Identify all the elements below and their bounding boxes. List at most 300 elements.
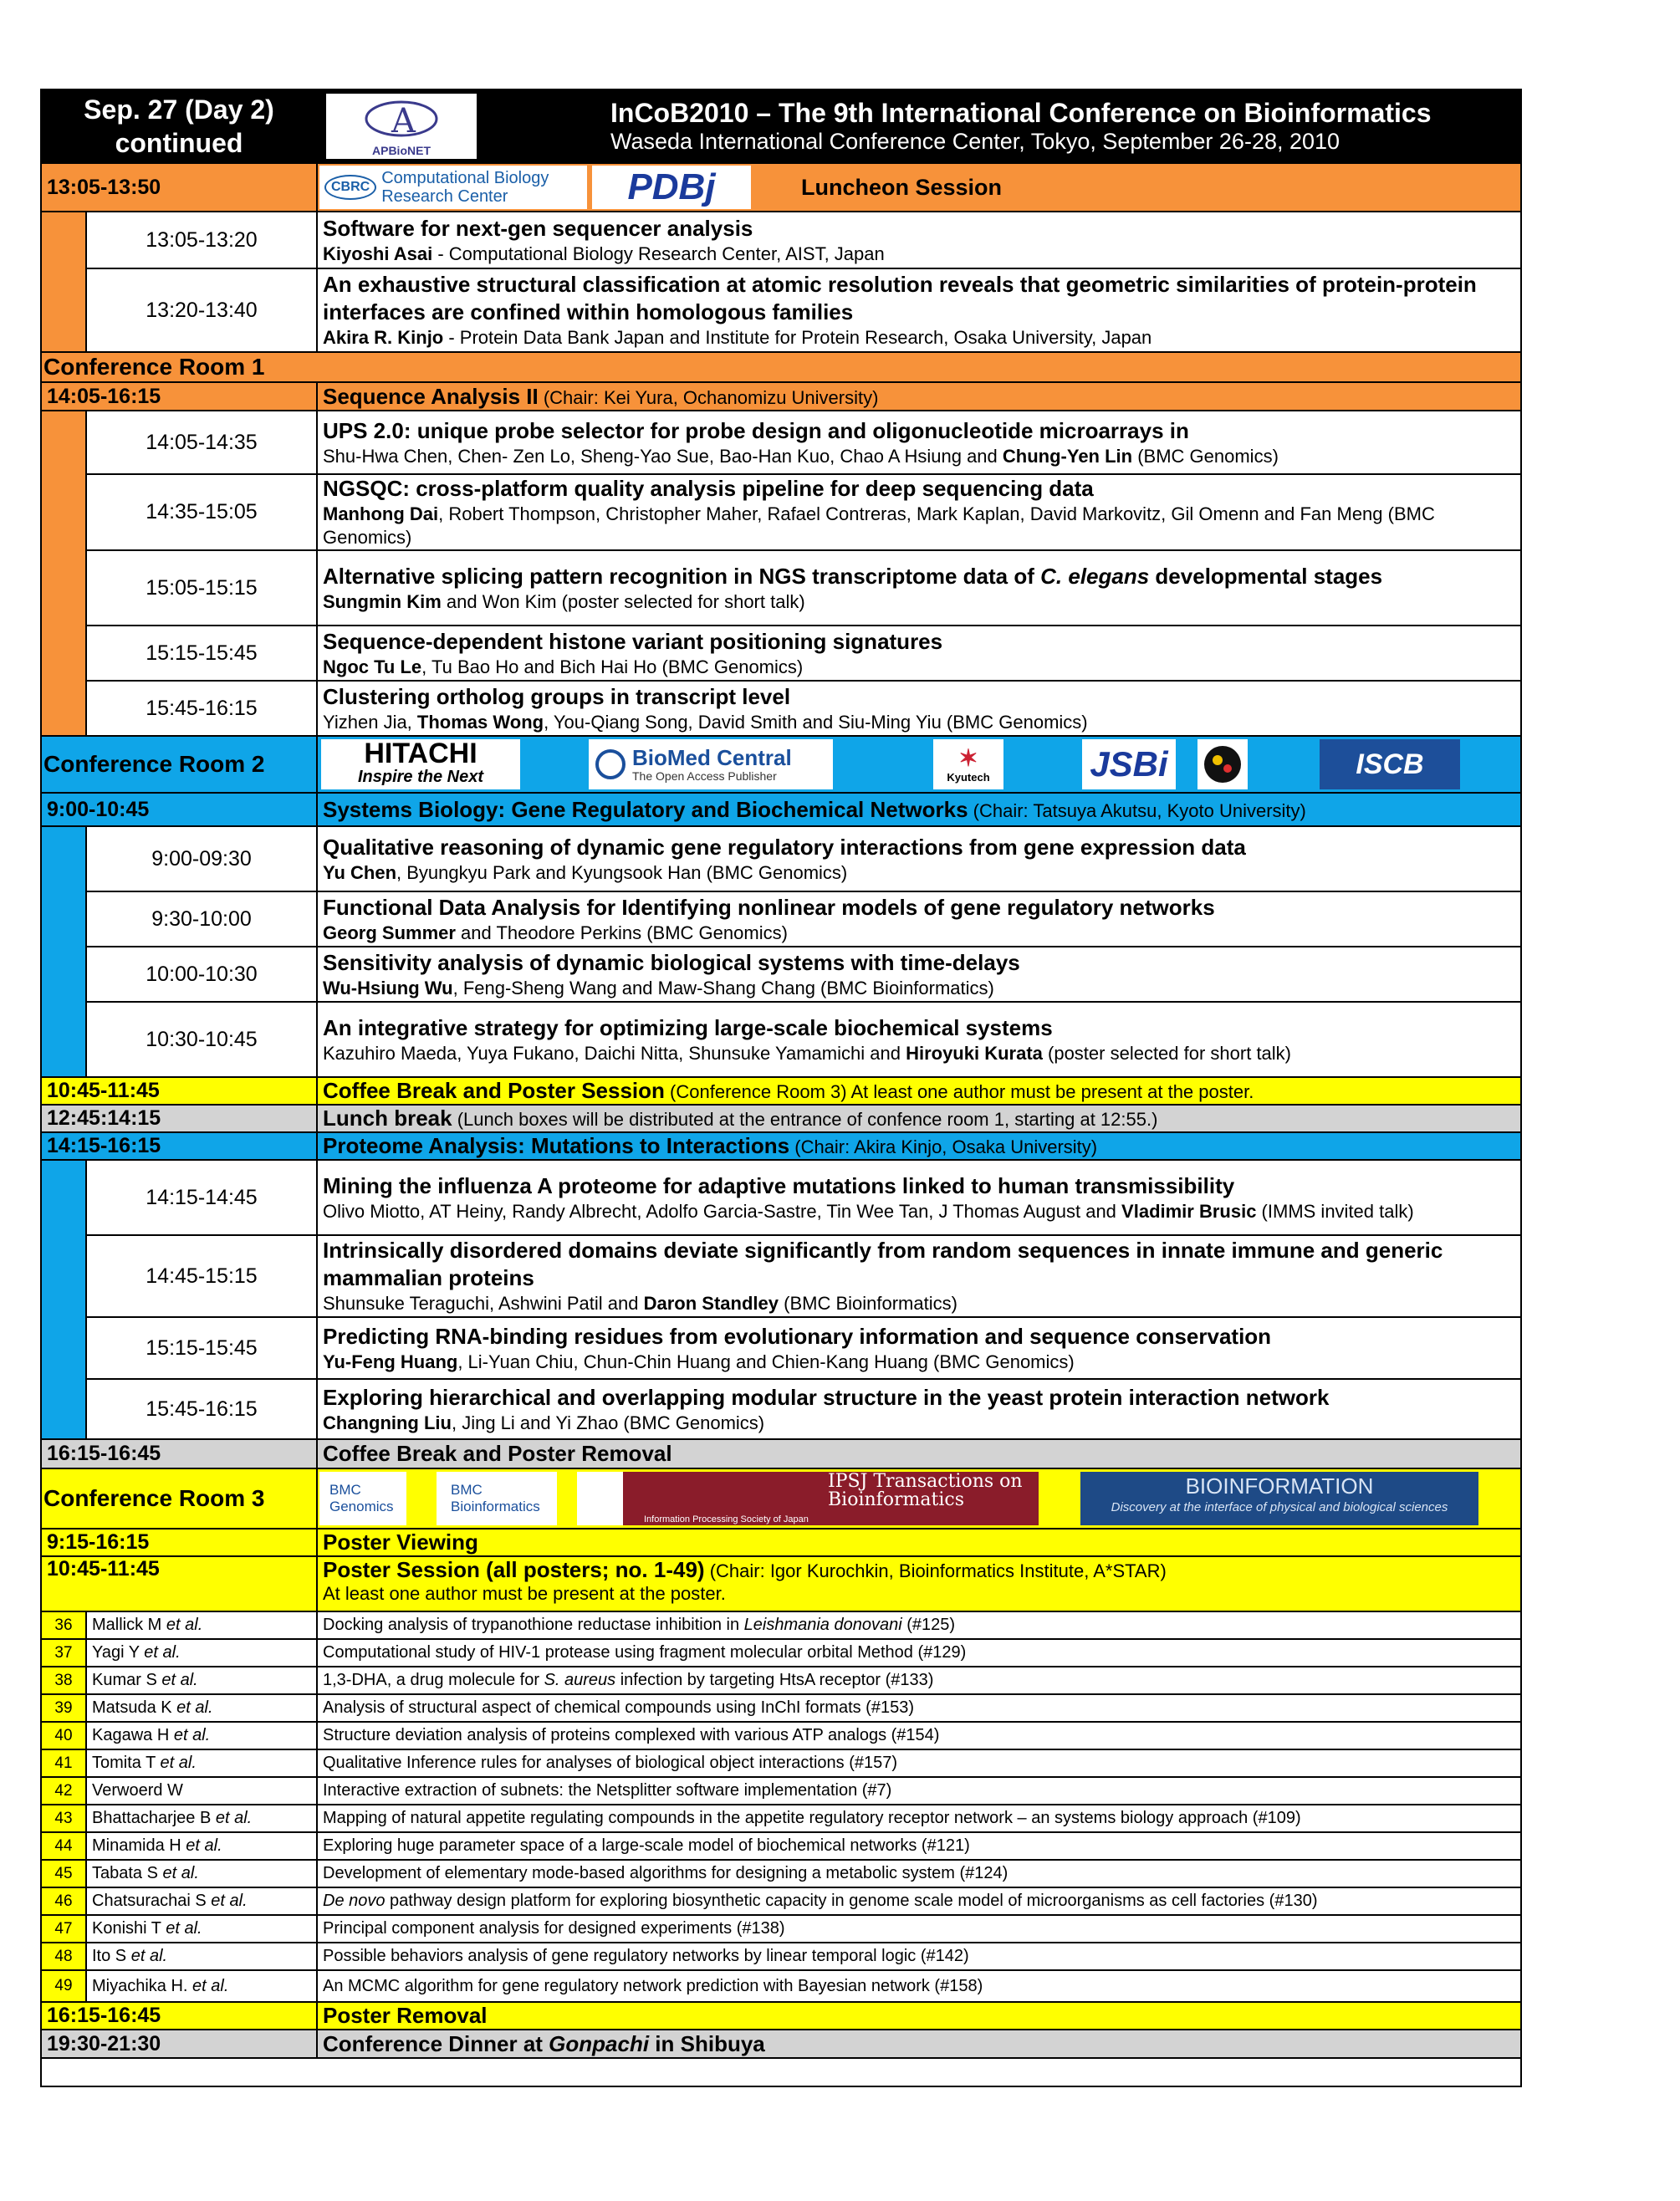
talk-coauthors: , Feng-Sheng Wang and Maw-Shang Chang (BMC Bioinformatics) bbox=[452, 977, 994, 998]
hitachi-logo-text: HITACHI bbox=[364, 738, 477, 769]
luncheon-label: Luncheon Session bbox=[801, 174, 1003, 200]
talk-detail bbox=[317, 411, 1521, 474]
talk-title: NGSQC: cross-platform quality analysis pipeline for deep sequencing data bbox=[323, 476, 1094, 501]
iscb-logo-text: ISCB bbox=[1356, 748, 1424, 780]
poster-title bbox=[317, 1777, 1521, 1805]
poster-author bbox=[86, 1805, 317, 1832]
talk-title: UPS 2.0: unique probe selector for probe design and oligonucleotide microarrays in bbox=[323, 417, 1189, 443]
talk-detail bbox=[317, 474, 1521, 550]
talk-title: Sequence-dependent histone variant positioning signatures bbox=[323, 628, 943, 654]
talk-time: 14:15-14:45 bbox=[86, 1160, 317, 1235]
talk-time: 9:00-09:30 bbox=[86, 826, 317, 891]
room2-label: Conference Room 2 bbox=[41, 736, 317, 793]
cbrc-logo-text: Computational Biology Research Center bbox=[381, 169, 549, 206]
talk-detail bbox=[317, 1379, 1521, 1439]
session-time: 16:15-16:45 bbox=[41, 2002, 317, 2030]
session-note: At least one author must be present at the poster. bbox=[323, 1583, 726, 1604]
talk-coauthors: Shunsuke Teraguchi, Ashwini Patil and bbox=[323, 1293, 644, 1314]
talk-coauthors: and Won Kim (poster selected for short talk) bbox=[441, 590, 805, 612]
room3-header-row bbox=[41, 1468, 1521, 1529]
talk-presenter: Akira R. Kinjo bbox=[323, 327, 444, 348]
session-title-cell bbox=[317, 793, 1521, 826]
talk-coauthors: Shu-Hwa Chen, Chen- Zen Lo, Sheng-Yao Sue, Bao-Han Kuo, Chao A Hsiung and bbox=[323, 445, 1003, 467]
session-time: 10:45-11:45 bbox=[41, 1556, 317, 1611]
talk-detail bbox=[317, 626, 1521, 681]
poster-etal: et al. bbox=[186, 1836, 222, 1855]
poster-number: 37 bbox=[41, 1639, 86, 1667]
poster-author-name: Tomita T bbox=[92, 1754, 161, 1772]
talk-authors bbox=[323, 922, 1515, 945]
dinner-venue: Gonpachi bbox=[549, 2030, 650, 2056]
poster-title-italic: Leishmania donovani bbox=[743, 1616, 902, 1634]
talk-time: 9:30-10:00 bbox=[86, 891, 317, 947]
session-time: 10:45-11:45 bbox=[41, 1077, 317, 1105]
talk-time: 15:15-15:45 bbox=[86, 626, 317, 681]
poster-number: 36 bbox=[41, 1611, 86, 1639]
blank-cell bbox=[41, 2058, 1521, 2086]
poster-author bbox=[86, 1915, 317, 1943]
session-title: Poster Removal bbox=[323, 2003, 488, 2028]
poster-author bbox=[86, 1722, 317, 1749]
session-time: 19:30-21:30 bbox=[41, 2030, 317, 2058]
poster-author bbox=[86, 1694, 317, 1722]
talk-time: 10:00-10:30 bbox=[86, 947, 317, 1002]
blank-row bbox=[41, 2058, 1521, 2086]
svg-text:A: A bbox=[391, 102, 416, 140]
session-time: 12:45:14:15 bbox=[41, 1105, 317, 1132]
talk-authors bbox=[323, 656, 1515, 679]
talk-presenter: Chung-Yen Lin bbox=[1002, 445, 1133, 467]
poster-number: 43 bbox=[41, 1805, 86, 1832]
session-chair: (Chair: Kei Yura, Ochanomizu University) bbox=[538, 386, 879, 408]
poster-viewing-row bbox=[41, 1529, 1521, 1556]
talk-row bbox=[41, 626, 1521, 681]
pdbj-logo-text: PDBj bbox=[627, 166, 716, 207]
poster-removal-row bbox=[41, 2002, 1521, 2030]
poster-author-name: Bhattacharjee B bbox=[92, 1809, 216, 1827]
talk-coauthors: (IMMS invited talk) bbox=[1256, 1200, 1414, 1222]
talk-presenter: Manhong Dai bbox=[323, 503, 439, 524]
poster-number: 42 bbox=[41, 1777, 86, 1805]
talk-coauthors: and Theodore Perkins (BMC Genomics) bbox=[455, 922, 788, 943]
poster-title-text: Computational study of HIV-1 protease using fragment molecular orbital Method (#129) bbox=[323, 1643, 967, 1662]
bmc-bioinformatics-logo bbox=[437, 1472, 557, 1525]
talk-presenter: Kiyoshi Asai bbox=[323, 243, 433, 264]
kyutech-logo-text: Kyutech bbox=[947, 770, 990, 784]
poster-number: 41 bbox=[41, 1749, 86, 1777]
talk-title bbox=[323, 563, 1515, 590]
poster-title bbox=[317, 1611, 1521, 1639]
poster-number: 38 bbox=[41, 1667, 86, 1694]
iscb-logo bbox=[1320, 739, 1460, 789]
session-chair: (Chair: Tatsuya Akutsu, Kyoto University) bbox=[968, 799, 1306, 821]
room2-session2-row bbox=[41, 1132, 1521, 1160]
poster-etal: et al. bbox=[144, 1643, 181, 1662]
talk-detail bbox=[317, 681, 1521, 736]
poster-title bbox=[317, 1805, 1521, 1832]
luncheon-talk-row bbox=[41, 268, 1521, 352]
poster-row bbox=[41, 1943, 1521, 1970]
poster-number: 48 bbox=[41, 1943, 86, 1970]
room1-label: Conference Room 1 bbox=[41, 352, 1521, 382]
talk-detail bbox=[317, 1235, 1521, 1317]
day-label bbox=[41, 89, 317, 163]
talk-title: Exploring hierarchical and overlapping modular structure in the yeast protein interaction network bbox=[323, 1384, 1330, 1410]
session-title-cell bbox=[317, 1077, 1521, 1105]
poster-row bbox=[41, 1611, 1521, 1639]
dinner-location: in Shibuya bbox=[649, 2030, 765, 2056]
poster-etal: et al. bbox=[166, 1616, 203, 1634]
biomed-tagline: The Open Access Publisher bbox=[632, 769, 777, 783]
session-chair: (Chair: Igor Kurochkin, Bioinformatics Institute, A*STAR) bbox=[704, 1560, 1167, 1581]
talk-presenter: Thomas Wong bbox=[416, 711, 544, 733]
poster-author-name: Matsuda K bbox=[92, 1698, 177, 1717]
talk-authors bbox=[323, 1351, 1515, 1374]
poster-title bbox=[317, 1915, 1521, 1943]
program-table bbox=[40, 89, 1522, 2087]
talk-presenter: Hiroyuki Kurata bbox=[906, 1042, 1043, 1064]
poster-author-name: Kumar S bbox=[92, 1671, 162, 1689]
poster-author bbox=[86, 1887, 317, 1915]
talk-row bbox=[41, 826, 1521, 891]
poster-title-text: Development of elementary mode-based algorithms for designing a metabolic system (#124) bbox=[323, 1864, 1009, 1882]
poster-title bbox=[317, 1887, 1521, 1915]
poster-row bbox=[41, 1694, 1521, 1722]
poster-title-text: Analysis of structural aspect of chemical compounds using InChI formats (#153) bbox=[323, 1698, 914, 1717]
talk-time: 15:45-16:15 bbox=[86, 681, 317, 736]
bioinformation-text: BIOINFORMATION bbox=[1185, 1473, 1374, 1499]
session-title-cell bbox=[317, 1132, 1521, 1160]
talk-row bbox=[41, 411, 1521, 474]
poster-author bbox=[86, 1611, 317, 1639]
session-title: Coffee Break and Poster Removal bbox=[323, 1441, 672, 1466]
talk-title: Software for next-gen sequencer analysis bbox=[323, 215, 753, 241]
talk-time: 15:05-15:15 bbox=[86, 550, 317, 626]
coffee-poster-row bbox=[41, 1077, 1521, 1105]
poster-number: 40 bbox=[41, 1722, 86, 1749]
bioinformation-logo bbox=[1080, 1472, 1478, 1525]
poster-title-text: An MCMC algorithm for gene regulatory network prediction with Bayesian network (#158) bbox=[323, 1976, 983, 1995]
poster-author bbox=[86, 1970, 317, 2002]
program-sheet bbox=[40, 89, 1520, 2087]
talk-title-species: C. elegans bbox=[1040, 563, 1150, 589]
poster-title-text: infection by targeting HtsA receptor (#133) bbox=[615, 1671, 934, 1689]
dinner-row bbox=[41, 2030, 1521, 2058]
talk-time: 13:20-13:40 bbox=[86, 268, 317, 352]
talk-authors bbox=[323, 861, 1515, 885]
poster-author-name: Chatsurachai S bbox=[92, 1892, 212, 1910]
poster-title bbox=[317, 1722, 1521, 1749]
kyutech-logo bbox=[933, 739, 1003, 789]
poster-row bbox=[41, 1749, 1521, 1777]
talk-title: An exhaustive structural classification at atomic resolution reveals that geometric similarities of protein-protein interfaces are confined within homologous families bbox=[323, 272, 1477, 324]
apbionet-logo-text: APBioNET bbox=[372, 144, 431, 157]
poster-author bbox=[86, 1749, 317, 1777]
ipsj-logo bbox=[577, 1472, 1039, 1525]
poster-row bbox=[41, 1805, 1521, 1832]
session-title-cell bbox=[317, 382, 1521, 411]
ipsj-society-text: Information Processing Society of Japan bbox=[644, 1514, 809, 1524]
talk-time: 14:05-14:35 bbox=[86, 411, 317, 474]
day-text: Sep. 27 (Day 2) bbox=[84, 94, 274, 125]
talk-coauthors: , Jing Li and Yi Zhao (BMC Genomics) bbox=[451, 1412, 765, 1433]
poster-title bbox=[317, 1832, 1521, 1860]
poster-author-name: Tabata S bbox=[92, 1864, 163, 1882]
jsbi-logo-text: JSBi bbox=[1090, 744, 1168, 784]
poster-title-text: Principal component analysis for designed experiments (#138) bbox=[323, 1919, 785, 1938]
talk-detail bbox=[317, 947, 1521, 1002]
talk-authors bbox=[323, 590, 1515, 614]
session-note: (Lunch boxes will be distributed at the entrance of confence room 1, starting at 12:55.) bbox=[452, 1109, 1158, 1130]
coffee-removal-row bbox=[41, 1439, 1521, 1468]
day-continued-text: continued bbox=[115, 128, 243, 158]
talk-authors bbox=[323, 977, 1515, 1000]
talk-detail bbox=[317, 212, 1521, 268]
talk-detail bbox=[317, 826, 1521, 891]
talk-row bbox=[41, 550, 1521, 626]
poster-title-text: Exploring huge parameter space of a large-scale model of biochemical networks (#121) bbox=[323, 1836, 970, 1855]
poster-author-name: Miyachika H. bbox=[92, 1976, 193, 1995]
session-title-cell bbox=[317, 1556, 1521, 1611]
poster-number: 49 bbox=[41, 1970, 86, 2002]
session-note: (Conference Room 3) At least one author must be present at the poster. bbox=[664, 1081, 1254, 1102]
talk-detail bbox=[317, 268, 1521, 352]
poster-etal: et al. bbox=[160, 1754, 197, 1772]
talk-title-text: Alternative splicing pattern recognition in NGS transcriptome data of bbox=[323, 563, 1041, 589]
jsbi-logo bbox=[1082, 739, 1176, 789]
conference-title: InCoB2010 – The 9th International Conference on Bioinformatics bbox=[610, 98, 1432, 128]
apbionet-logo bbox=[326, 94, 477, 159]
society-emblem-logo bbox=[1197, 739, 1248, 789]
talk-coauthors: , You-Qiang Song, David Smith and Siu-Ming Yiu (BMC Genomics) bbox=[544, 711, 1088, 733]
poster-author-name: Konishi T bbox=[92, 1919, 166, 1938]
talk-row bbox=[41, 891, 1521, 947]
session-side-bar bbox=[41, 826, 86, 1077]
poster-title-text: (#125) bbox=[901, 1616, 956, 1634]
poster-number: 46 bbox=[41, 1887, 86, 1915]
talk-time: 10:30-10:45 bbox=[86, 1002, 317, 1077]
poster-session-row bbox=[41, 1556, 1521, 1611]
talk-title: An integrative strategy for optimizing large-scale biochemical systems bbox=[323, 1014, 1053, 1040]
hitachi-tagline: Inspire the Next bbox=[357, 768, 484, 786]
talk-affiliation: - Computational Biology Research Center, AIST, Japan bbox=[432, 243, 885, 264]
poster-title-text: 1,3-DHA, a drug molecule for bbox=[323, 1671, 544, 1689]
poster-author bbox=[86, 1832, 317, 1860]
biomed-central-logo bbox=[589, 739, 833, 789]
bmc-bioinformatics-text: BMC Bioinformatics bbox=[451, 1482, 540, 1514]
talk-detail bbox=[317, 891, 1521, 947]
session-time: 14:15-16:15 bbox=[41, 1132, 317, 1160]
poster-title-text: Docking analysis of trypanothione reductase inhibition in bbox=[323, 1616, 744, 1634]
poster-author bbox=[86, 1667, 317, 1694]
poster-author bbox=[86, 1860, 317, 1887]
talk-presenter: Sungmin Kim bbox=[323, 590, 442, 612]
talk-authors bbox=[323, 711, 1515, 734]
luncheon-banner bbox=[317, 163, 1521, 212]
room1-header-row bbox=[41, 352, 1521, 382]
apbionet-emblem-icon bbox=[351, 95, 452, 146]
poster-title-text: Mapping of natural appetite regulating compounds in the appetite regulatory receptor network – an systems biology approach (#109) bbox=[323, 1809, 1301, 1827]
poster-author bbox=[86, 1777, 317, 1805]
poster-title-text: Possible behaviors analysis of gene regulatory networks by linear temporal logic (#142) bbox=[323, 1947, 969, 1965]
poster-title bbox=[317, 1860, 1521, 1887]
talk-presenter: Yu Chen bbox=[323, 861, 397, 883]
talk-presenter: Wu-Hsiung Wu bbox=[323, 977, 453, 998]
session-title-cell bbox=[317, 1439, 1521, 1468]
room2-header-row bbox=[41, 736, 1521, 793]
poster-title-italic: De novo bbox=[323, 1892, 386, 1910]
talk-detail bbox=[317, 1002, 1521, 1077]
poster-row bbox=[41, 1970, 1521, 2002]
talk-title-text: developmental stages bbox=[1149, 563, 1383, 589]
session-title-cell bbox=[317, 2030, 1521, 2058]
poster-title-text: Qualitative Inference rules for analyses of biological object interactions (#157) bbox=[323, 1754, 898, 1772]
talk-title: Functional Data Analysis for Identifying nonlinear models of gene regulatory networks bbox=[323, 894, 1215, 920]
poster-number: 47 bbox=[41, 1915, 86, 1943]
globe-emblem-icon bbox=[1202, 743, 1243, 785]
talk-title: Predicting RNA-binding residues from evolutionary information and sequence conservation bbox=[323, 1323, 1272, 1349]
talk-title: Intrinsically disordered domains deviate significantly from random sequences in innate immune and generic mammalian proteins bbox=[323, 1238, 1443, 1290]
talk-affiliation: - Protein Data Bank Japan and Institute for Protein Research, Osaka University, Japan bbox=[443, 327, 1152, 348]
poster-etal: et al. bbox=[161, 1671, 198, 1689]
poster-row bbox=[41, 1860, 1521, 1887]
poster-title bbox=[317, 1749, 1521, 1777]
session-time: 16:15-16:45 bbox=[41, 1439, 317, 1468]
luncheon-time: 13:05-13:50 bbox=[41, 163, 317, 212]
session-title: Coffee Break and Poster Session bbox=[323, 1078, 665, 1103]
room2-session-row bbox=[41, 793, 1521, 826]
poster-row bbox=[41, 1722, 1521, 1749]
poster-row bbox=[41, 1667, 1521, 1694]
poster-number: 45 bbox=[41, 1860, 86, 1887]
talk-authors bbox=[323, 1200, 1515, 1223]
poster-etal: et al. bbox=[166, 1919, 202, 1938]
poster-title-text: pathway design platform for exploring biosynthetic capacity in genome scale model of microorganisms as cell factories (#130) bbox=[385, 1892, 1318, 1910]
dinner-title: Conference Dinner at bbox=[323, 2030, 549, 2056]
room1-session-row bbox=[41, 382, 1521, 411]
session-title: Sequence Analysis II bbox=[323, 383, 539, 409]
poster-row bbox=[41, 1915, 1521, 1943]
session-title: Proteome Analysis: Mutations to Interactions bbox=[323, 1133, 790, 1158]
poster-title bbox=[317, 1639, 1521, 1667]
talk-row bbox=[41, 1379, 1521, 1439]
talk-coauthors: Kazuhiro Maeda, Yuya Fukano, Daichi Nitta, Shunsuke Yamamichi and bbox=[323, 1042, 906, 1064]
ipsj-journal-text: IPSJ Transactions on Bioinformatics bbox=[828, 1471, 1023, 1510]
poster-row bbox=[41, 1832, 1521, 1860]
talk-coauthors: , Tu Bao Ho and Bich Hai Ho (BMC Genomics) bbox=[421, 656, 804, 677]
poster-title bbox=[317, 1667, 1521, 1694]
session-side-bar bbox=[41, 1160, 86, 1439]
poster-etal: et al. bbox=[162, 1864, 199, 1882]
talk-coauthors: , Li-Yuan Chiu, Chun-Chin Huang and Chien-Kang Huang (BMC Genomics) bbox=[457, 1351, 1075, 1372]
luncheon-side-bar bbox=[41, 212, 86, 352]
session-title-cell bbox=[317, 2002, 1521, 2030]
talk-detail bbox=[317, 1160, 1521, 1235]
biomed-logo-text: BioMed Central bbox=[632, 745, 792, 770]
talk-title: Clustering ortholog groups in transcript level bbox=[323, 683, 791, 709]
talk-coauthors: Olivo Miotto, AT Heiny, Randy Albrecht, Adolfo Garcia-Sastre, Tin Wee Tan, J Thomas August and bbox=[323, 1200, 1122, 1222]
poster-author-name: Kagawa H bbox=[92, 1726, 174, 1744]
poster-row bbox=[41, 1639, 1521, 1667]
talk-presenter: Ngoc Tu Le bbox=[323, 656, 422, 677]
talk-time: 14:35-15:05 bbox=[86, 474, 317, 550]
header-row bbox=[41, 89, 1521, 163]
talk-coauthors: (poster selected for short talk) bbox=[1042, 1042, 1292, 1064]
luncheon-header-row bbox=[41, 163, 1521, 212]
talk-authors bbox=[323, 503, 1515, 549]
talk-coauthors: , Byungkyu Park and Kyungsook Han (BMC Genomics) bbox=[396, 861, 848, 883]
talk-row bbox=[41, 1160, 1521, 1235]
cbrc-logo: CBRC Computational Biology Research Center bbox=[319, 166, 587, 209]
session-side-bar bbox=[41, 411, 86, 736]
session-title: Poster Viewing bbox=[323, 1529, 478, 1555]
biomed-circle-icon bbox=[594, 748, 627, 781]
poster-author-name: Mallick M bbox=[92, 1616, 166, 1634]
room3-label: Conference Room 3 bbox=[41, 1468, 317, 1529]
room3-sponsor-banner bbox=[317, 1468, 1521, 1529]
conference-venue: Waseda International Conference Center, Tokyo, September 26-28, 2010 bbox=[610, 129, 1340, 154]
talk-time: 15:45-16:15 bbox=[86, 1379, 317, 1439]
talk-row bbox=[41, 947, 1521, 1002]
talk-detail bbox=[317, 1317, 1521, 1379]
talk-title: Qualitative reasoning of dynamic gene regulatory interactions from gene expression data bbox=[323, 834, 1246, 860]
poster-etal: et al. bbox=[130, 1947, 168, 1965]
session-title-cell bbox=[317, 1105, 1521, 1132]
talk-time: 13:05-13:20 bbox=[86, 212, 317, 268]
talk-row bbox=[41, 681, 1521, 736]
poster-author bbox=[86, 1639, 317, 1667]
poster-author-name: Minamida H bbox=[92, 1836, 186, 1855]
hitachi-logo bbox=[321, 739, 520, 789]
poster-author bbox=[86, 1943, 317, 1970]
pdbj-logo bbox=[592, 166, 751, 209]
talk-coauthors: , Robert Thompson, Christopher Maher, Rafael Contreras, Mark Kaplan, David Markovitz, Gil Omenn and Fan Meng (BMC Genomics) bbox=[323, 503, 1435, 548]
talk-authors bbox=[323, 1412, 1515, 1435]
poster-title-italic: S. aureus bbox=[544, 1671, 616, 1689]
talk-row bbox=[41, 1002, 1521, 1077]
talk-authors bbox=[323, 445, 1515, 468]
talk-coauthors: (BMC Bioinformatics) bbox=[779, 1293, 957, 1314]
bmc-genomics-text: BMC Genomics bbox=[329, 1482, 394, 1514]
session-time: 14:05-16:15 bbox=[41, 382, 317, 411]
poster-title bbox=[317, 1943, 1521, 1970]
poster-row bbox=[41, 1777, 1521, 1805]
poster-row bbox=[41, 1887, 1521, 1915]
poster-author-name: Verwoerd W bbox=[92, 1781, 183, 1800]
poster-title-text: Interactive extraction of subnets: the Netsplitter software implementation (#7) bbox=[323, 1781, 892, 1800]
session-chair: (Chair: Akira Kinjo, Osaka University) bbox=[789, 1136, 1098, 1157]
poster-title-text: Structure deviation analysis of proteins complexed with various ATP analogs (#154) bbox=[323, 1726, 940, 1744]
talk-coauthors: (BMC Genomics) bbox=[1132, 445, 1279, 467]
talk-coauthors: Yizhen Jia, bbox=[323, 711, 417, 733]
talk-row bbox=[41, 1235, 1521, 1317]
talk-presenter: Daron Standley bbox=[643, 1293, 779, 1314]
talk-title: Sensitivity analysis of dynamic biological systems with time-delays bbox=[323, 949, 1020, 975]
talk-row bbox=[41, 1317, 1521, 1379]
poster-author-name: Ito S bbox=[92, 1947, 131, 1965]
poster-etal: et al. bbox=[211, 1892, 248, 1910]
talk-presenter: Vladimir Brusic bbox=[1121, 1200, 1257, 1222]
talk-row bbox=[41, 474, 1521, 550]
luncheon-talk-row bbox=[41, 212, 1521, 268]
header-banner bbox=[317, 89, 1521, 163]
poster-author-name: Yagi Y bbox=[92, 1643, 145, 1662]
lunch-break-row bbox=[41, 1105, 1521, 1132]
session-time: 9:15-16:15 bbox=[41, 1529, 317, 1556]
room2-sponsor-banner bbox=[317, 736, 1521, 793]
poster-etal: et al. bbox=[176, 1698, 213, 1717]
session-title-cell bbox=[317, 1529, 1521, 1556]
